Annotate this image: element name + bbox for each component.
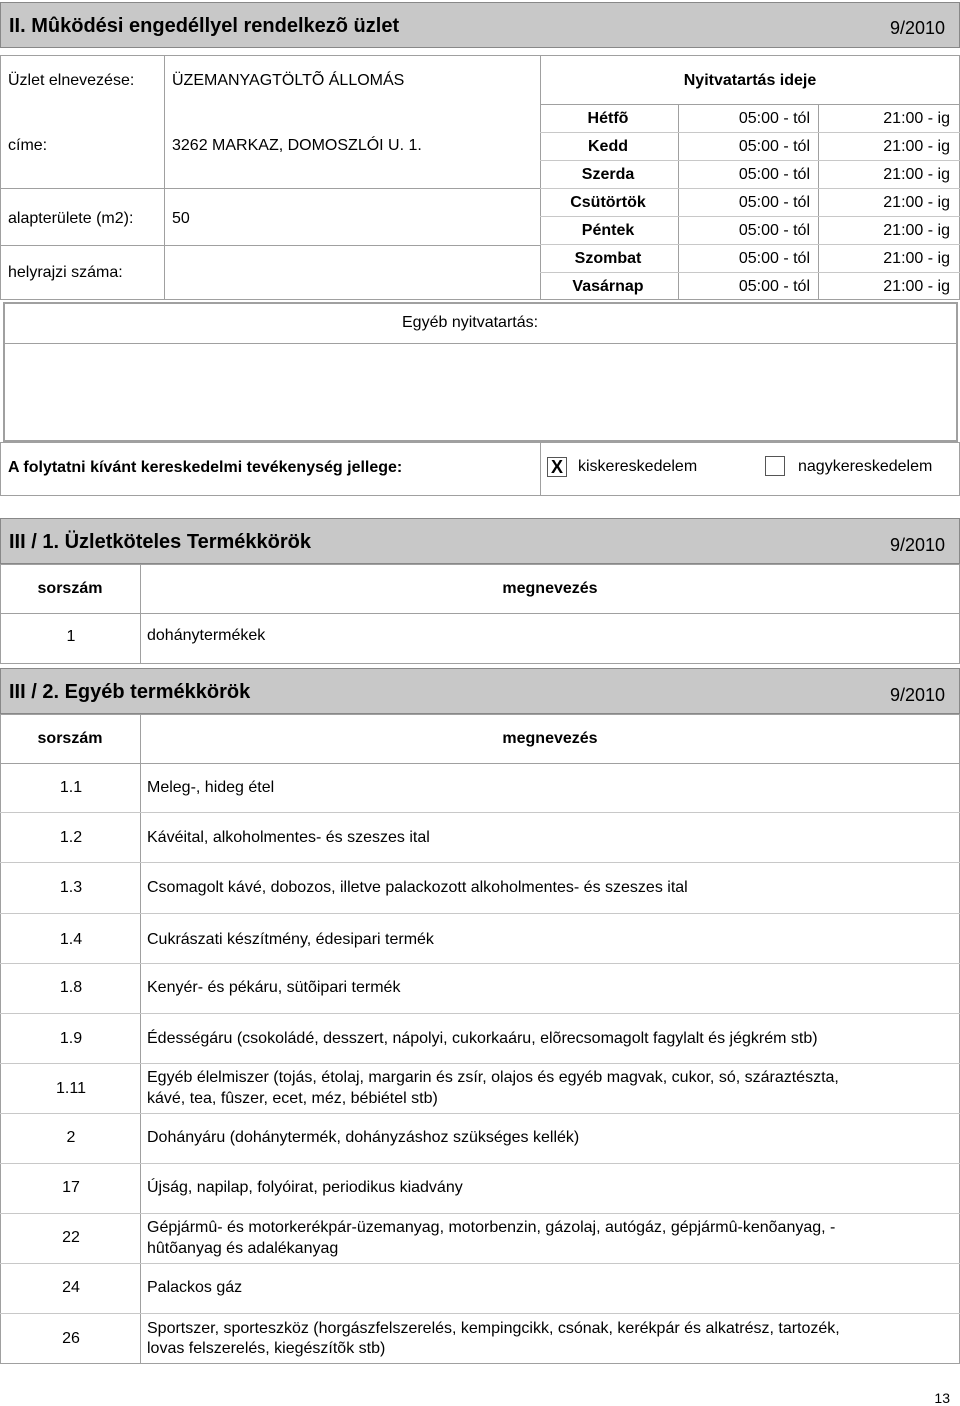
section-2-body bbox=[0, 55, 960, 300]
row-name-line-2: lovas felszerelés, kiegészítõk stb) bbox=[147, 1340, 386, 1357]
address-value: 3262 MARKAZ, DOMOSZLÓI U. 1. bbox=[172, 137, 422, 154]
lot-number-label: helyrajzi száma: bbox=[8, 264, 123, 281]
row-number: 1.3 bbox=[59, 879, 83, 896]
row-number: 26 bbox=[62, 1330, 80, 1347]
shop-name-label: Üzlet elnevezése: bbox=[8, 72, 135, 89]
activity-label: A folytatni kívánt kereskedelmi tevékenység jellege: bbox=[8, 459, 403, 476]
row-number: 2 bbox=[66, 1129, 76, 1146]
address-label: címe: bbox=[8, 137, 48, 154]
day-label: Hétfõ bbox=[587, 110, 629, 127]
section-2-header bbox=[0, 2, 960, 48]
row-name: Cukrászati készítmény, édesipari termék bbox=[147, 931, 434, 948]
column-header-number: sorszám bbox=[37, 730, 103, 747]
row-name-line-1: Sportszer, sporteszköz (horgászfelszerelés, kempingcikk, csónak, kerékpár és alkatrész, tartozék, bbox=[147, 1320, 840, 1337]
row-name-line-2: hûtõanyag és adalékanyag bbox=[147, 1240, 339, 1257]
page-number: 13 bbox=[934, 1390, 950, 1406]
row-name: Palackos gáz bbox=[147, 1279, 243, 1296]
other-hours-field[interactable] bbox=[5, 343, 956, 440]
row-number: 22 bbox=[62, 1229, 80, 1246]
row-number: 24 bbox=[62, 1279, 80, 1296]
row-name-line-1: Gépjármû- és motorkerékpár-üzemanyag, motorbenzin, gázolaj, autógáz, gépjármû-kenõanyag, - bbox=[147, 1219, 836, 1236]
area-label: alapterülete (m2): bbox=[8, 210, 134, 227]
section-3-2-year: 9/2010 bbox=[889, 685, 945, 705]
row-number: 1.11 bbox=[56, 1080, 86, 1097]
section-3-1-year: 9/2010 bbox=[889, 535, 945, 555]
row-number: 1 bbox=[66, 628, 76, 645]
hours-from: 05:00 - tól bbox=[738, 278, 810, 295]
row-name: dohánytermékek bbox=[147, 627, 266, 644]
wholesale-checkbox[interactable] bbox=[765, 456, 785, 476]
row-name: Édességáru (csokoládé, desszert, nápolyi, cukorkaáru, elõrecsomagolt fagylalt és jégkrém stb) bbox=[147, 1030, 818, 1047]
day-label: Szerda bbox=[581, 166, 635, 183]
column-header-number: sorszám bbox=[37, 580, 103, 597]
column-header-name: megnevezés bbox=[502, 730, 598, 747]
row-number: 1.1 bbox=[59, 779, 83, 796]
column-header-name: megnevezés bbox=[502, 580, 598, 597]
row-number: 17 bbox=[62, 1179, 80, 1196]
hours-to: 21:00 - ig bbox=[883, 194, 950, 211]
row-name: Kávéital, alkoholmentes- és szeszes ital bbox=[147, 829, 430, 846]
wholesale-label: nagykereskedelem bbox=[798, 458, 933, 475]
row-name: Meleg-, hideg étel bbox=[147, 779, 275, 796]
section-2-year: 9/2010 bbox=[889, 18, 945, 38]
row-name: Csomagolt kávé, dobozos, illetve palackozott alkoholmentes- és szeszes ital bbox=[147, 879, 688, 896]
retail-checkbox[interactable]: X bbox=[547, 457, 567, 477]
hours-to: 21:00 - ig bbox=[883, 222, 950, 239]
retail-label: kiskereskedelem bbox=[578, 458, 698, 475]
row-name: Újság, napilap, folyóirat, periodikus kiadvány bbox=[147, 1179, 463, 1196]
row-name-line-1: Egyéb élelmiszer (tojás, étolaj, margarin és zsír, olajos és egyéb magvak, cukor, só, száraztészta, bbox=[147, 1069, 839, 1086]
area-value: 50 bbox=[172, 210, 190, 227]
hours-to: 21:00 - ig bbox=[883, 250, 950, 267]
row-name: Kenyér- és pékáru, sütõipari termék bbox=[147, 979, 401, 996]
hours-to: 21:00 - ig bbox=[883, 166, 950, 183]
row-name: Dohányáru (dohánytermék, dohányzáshoz szükséges kellék) bbox=[147, 1129, 580, 1146]
day-label: Csütörtök bbox=[570, 194, 646, 211]
section-3-1-title: III / 1. Üzletköteles Termékkörök bbox=[9, 531, 311, 553]
row-number: 1.2 bbox=[59, 829, 83, 846]
opening-hours-header: Nyitvatartás ideje bbox=[683, 72, 817, 89]
row-number: 1.4 bbox=[59, 931, 83, 948]
section-3-1-header bbox=[0, 518, 960, 564]
hours-to: 21:00 - ig bbox=[883, 110, 950, 127]
hours-from: 05:00 - tól bbox=[738, 222, 810, 239]
shop-name-value: ÜZEMANYAGTÖLTÕ ÁLLOMÁS bbox=[172, 72, 405, 89]
hours-to: 21:00 - ig bbox=[883, 138, 950, 155]
hours-to: 21:00 - ig bbox=[883, 278, 950, 295]
day-label: Péntek bbox=[581, 222, 635, 239]
row-name-line-2: kávé, tea, fûszer, ecet, méz, bébiétel stb) bbox=[147, 1090, 438, 1107]
hours-from: 05:00 - tól bbox=[738, 250, 810, 267]
section-2-title: II. Mûködési engedéllyel rendelkezõ üzlet bbox=[9, 15, 400, 37]
day-label: Vasárnap bbox=[572, 278, 644, 295]
other-hours-label: Egyéb nyitvatartás: bbox=[402, 314, 539, 331]
hours-from: 05:00 - tól bbox=[738, 138, 810, 155]
day-label: Szombat bbox=[574, 250, 642, 267]
row-number: 1.9 bbox=[59, 1030, 83, 1047]
section-3-2-header bbox=[0, 668, 960, 714]
hours-from: 05:00 - tól bbox=[738, 110, 810, 127]
section-3-2-title: III / 2. Egyéb termékkörök bbox=[9, 681, 251, 703]
day-label: Kedd bbox=[588, 138, 628, 155]
row-number: 1.8 bbox=[59, 979, 83, 996]
hours-from: 05:00 - tól bbox=[738, 194, 810, 211]
hours-from: 05:00 - tól bbox=[738, 166, 810, 183]
